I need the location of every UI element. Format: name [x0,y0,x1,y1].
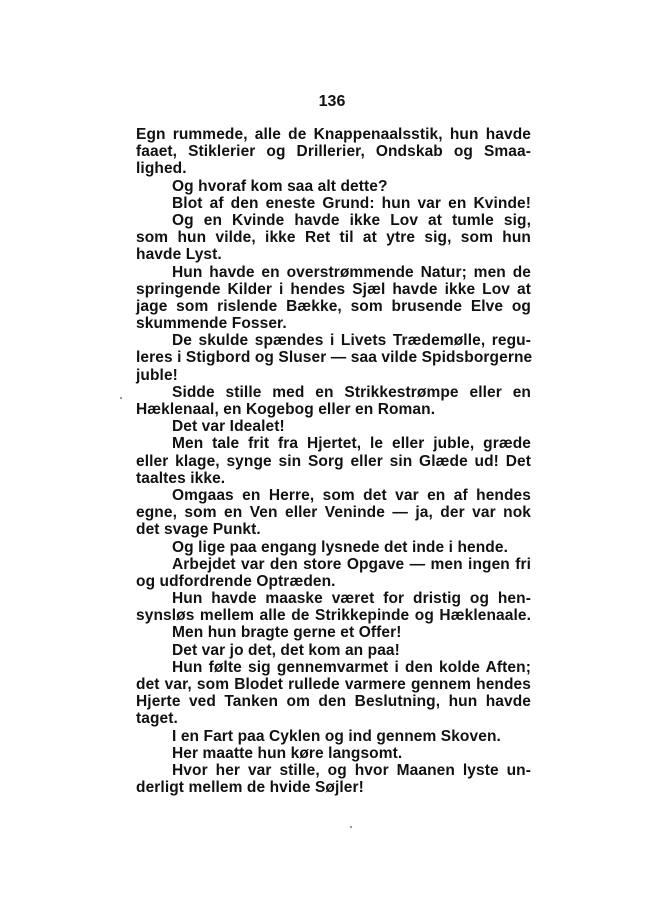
text-line: Arbejdet var den store Opgave — men ingen fri [172,555,531,573]
text-line: Og en Kvinde havde ikke Lov at tumle sig, [172,211,531,229]
text-line: det var, som Blodet rullede varmere gennem hendes [136,676,531,693]
text-line: Sidde stille med en Strikkestrømpe eller en [172,383,531,401]
text-line: springende Kilder i hendes Sjæl havde ikke Lov at [136,280,531,298]
text-line: lighed. [136,160,187,178]
text-line: Hun havde maaske været for dristig og hen- [172,590,531,608]
text-line: I en Fart paa Cyklen og ind gennem Skoven. [172,727,501,745]
print-speck [350,826,352,828]
text-line: derligt mellem de hvide Søjler! [136,779,364,797]
text-line: som hun vilde, ikke Ret til at ytre sig, som hun [136,229,531,247]
text-line: jage som rislende Bække, som brusende Elve og [136,297,531,315]
text-line: Men tale frit fra Hjertet, le eller juble, græde [172,435,531,453]
text-line: Her maatte hun køre langsomt. [172,744,403,762]
body-text [136,126,531,796]
text-line: juble! [136,366,178,384]
text-line: leres i Stigbord og Sluser — saa vilde Spidsborgerne [136,349,533,367]
text-line: havde Lyst. [136,246,222,264]
text-line: Hun havde en overstrømmende Natur; men de [172,263,531,281]
text-line: eller klage, synge sin Sorg eller sin Glæde ud! Det [136,452,531,470]
text-line: taget. [136,710,178,728]
text-line: Det var jo det, det kom an paa! [172,641,400,659]
text-line: taaltes ikke. [136,469,226,487]
text-line: Egn rummede, alle de Knappenaalsstik, hun havde [136,126,531,143]
text-line: Det var Idealet! [172,418,285,436]
text-line: Hun følte sig gennemvarmet i den kolde Aften; [172,658,531,676]
text-line: Hvor her var stille, og hvor Maanen lyste un- [172,761,531,779]
text-line: Hjerte ved Tanken om den Beslutning, hun havde [136,693,531,711]
text-line: egne, som en Ven eller Veninde — ja, der var nok [136,504,531,522]
text-line: De skulde spændes i Livets Trædemølle, regu- [172,332,531,350]
text-line: faaet, Stiklerier og Drillerier, Ondskab og Smaa- [136,143,531,161]
text-line: Men hun bragte gerne et Offer! [172,624,402,642]
text-line: og udfordrende Optræden. [136,572,336,590]
text-line: Hæklenaal, en Kogebog eller en Roman. [136,401,436,418]
text-line: skummende Fosser. [136,315,287,333]
text-line: synsløs mellem alle de Strikkepinde og Hæklenaale. [136,607,531,625]
text-line: Blot af den eneste Grund: hun var en Kvinde! [172,194,531,212]
print-speck [120,397,122,399]
text-line: Omgaas en Herre, som det var en af hendes [172,486,531,504]
text-line: Og lige paa engang lysnede det inde i hende. [172,538,508,556]
text-line: Og hvoraf kom saa alt dette? [172,177,388,195]
page-number: 136 [318,93,346,110]
text-line: det svage Punkt. [136,521,261,539]
